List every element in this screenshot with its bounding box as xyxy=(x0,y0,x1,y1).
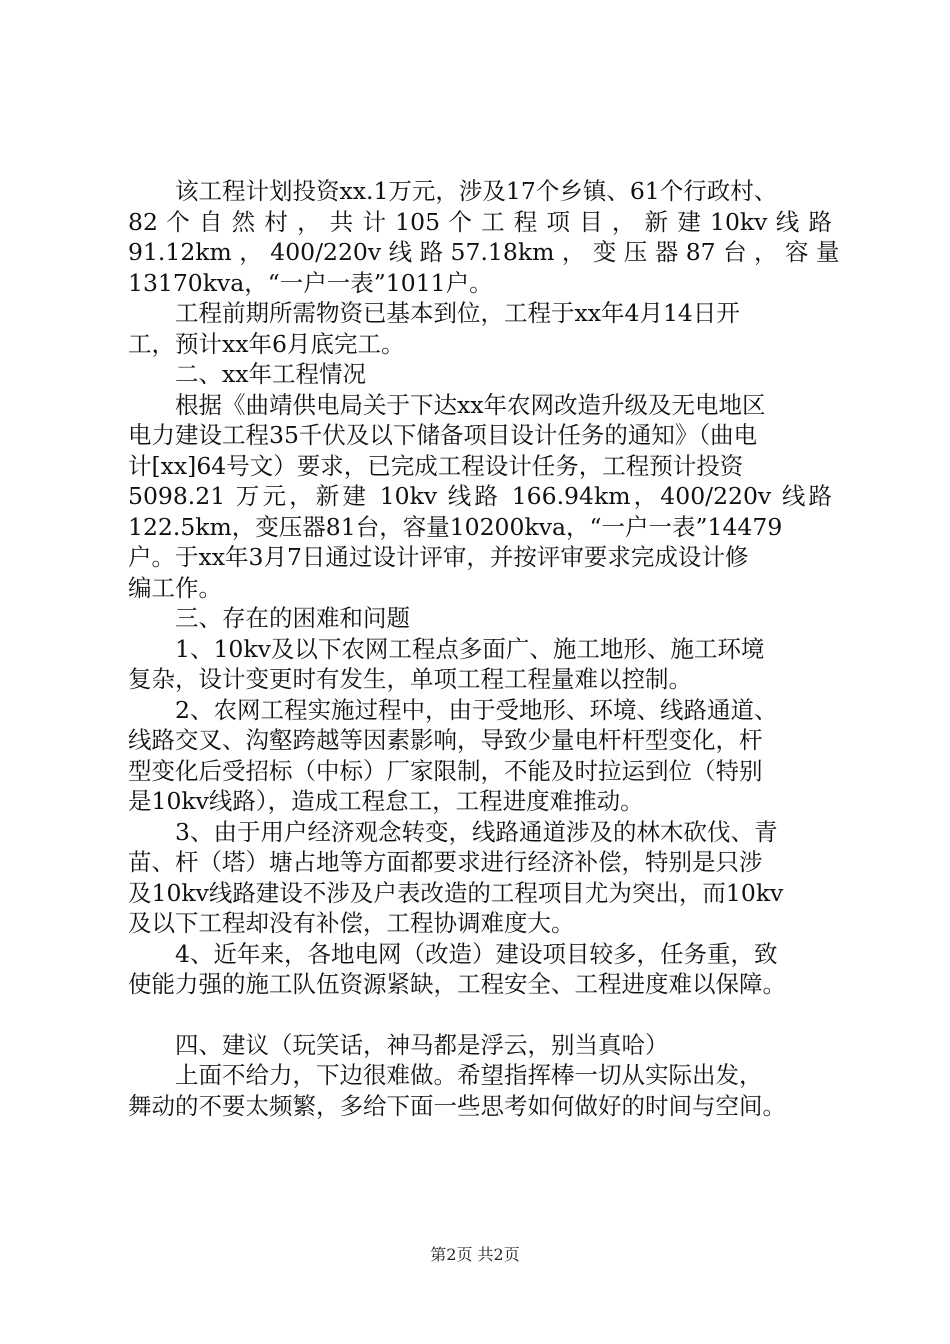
paragraph-line: 使能力强的施工队伍资源紧缺，工程安全、工程进度难以保障。 xyxy=(128,970,786,998)
paragraph-line: 5098.21 万元，新建 10kv 线路 166.94km，400/220v 线路 xyxy=(128,482,832,510)
paragraph-line: 及以下工程却没有补偿，工程协调难度大。 xyxy=(128,909,575,937)
paragraph-line: 是10kv线路），造成工程怠工，工程进度难推动。 xyxy=(128,787,644,815)
paragraph-line: 根据《曲靖供电局关于下达xx年农网改造升级及无电地区 xyxy=(128,390,766,419)
paragraph-line: 电力建设工程35千伏及以下储备项目设计任务的通知》（曲电 xyxy=(128,421,758,449)
paragraph-line: 计[xx]64号文）要求，已完成工程设计任务，工程预计投资 xyxy=(128,451,744,480)
section-heading: 二、xx年工程情况 xyxy=(128,360,367,388)
section-heading: 四、建议（玩笑话，神马都是浮云，别当真哈） xyxy=(128,1030,669,1059)
page-number-label: 第2页 共2页 xyxy=(430,1245,520,1264)
paragraph-line: 苗、杆（塔）塘占地等方面都要求进行经济补偿，特别是只涉 xyxy=(128,848,763,876)
paragraph-line: 及10kv线路建设不涉及户表改造的工程项目尤为突出，而10kv xyxy=(128,878,784,907)
page-footer xyxy=(0,1245,950,1265)
paragraph-line: 工程前期所需物资已基本到位，工程于xx年4月14日开 xyxy=(128,299,740,327)
paragraph-line: 户。于xx年3月7日通过设计评审，并按评审要求完成设计修 xyxy=(128,543,749,571)
paragraph-line: 线路交叉、沟壑跨越等因素影响，导致少量电杆杆型变化，杆 xyxy=(128,726,763,754)
paragraph-line: 4、近年来，各地电网（改造）建设项目较多，任务重，致 xyxy=(128,939,778,968)
paragraph-gap xyxy=(128,1000,832,1030)
paragraph-line: 1、10kv及以下农网工程点多面广、施工地形、施工环境 xyxy=(128,634,765,663)
paragraph-line: 122.5km，变压器81台，容量10200kva，“一户一表”14479 xyxy=(128,512,783,541)
paragraph-line: 82 个 自 然 村 ， 共 计 105 个 工 程 项 目 ， 新 建 10kv 线 路 xyxy=(128,207,832,236)
paragraph-line: 复杂，设计变更时有发生，单项工程工程量难以控制。 xyxy=(128,665,692,693)
document-body xyxy=(128,176,840,1121)
paragraph-line: 91.12km ， 400/220v 线 路 57.18km ， 变 压 器 87 台 ， 容 量 xyxy=(128,238,840,266)
paragraph-line: 2、农网工程实施过程中，由于受地形、环境、线路通道、 xyxy=(128,695,778,724)
paragraph-line: 上面不给力，下边很难做。希望指挥棒一切从实际出发， xyxy=(128,1061,763,1089)
paragraph-line: 工，预计xx年6月底完工。 xyxy=(128,329,405,358)
section-heading: 三、存在的困难和问题 xyxy=(128,604,410,632)
paragraph-line: 该工程计划投资xx.1万元，涉及17个乡镇、61个行政村、 xyxy=(128,177,778,205)
paragraph-line: 13170kva，“一户一表”1011户。 xyxy=(128,268,493,297)
paragraph-line: 型变化后受招标（中标）厂家限制，不能及时拉运到位（特别 xyxy=(128,756,763,785)
paragraph-line: 编工作。 xyxy=(128,573,222,602)
paragraph-line: 舞动的不要太频繁，多给下面一些思考如何做好的时间与空间。 xyxy=(128,1091,786,1120)
paragraph-line: 3、由于用户经济观念转变，线路通道涉及的林木砍伐、青 xyxy=(128,817,778,846)
